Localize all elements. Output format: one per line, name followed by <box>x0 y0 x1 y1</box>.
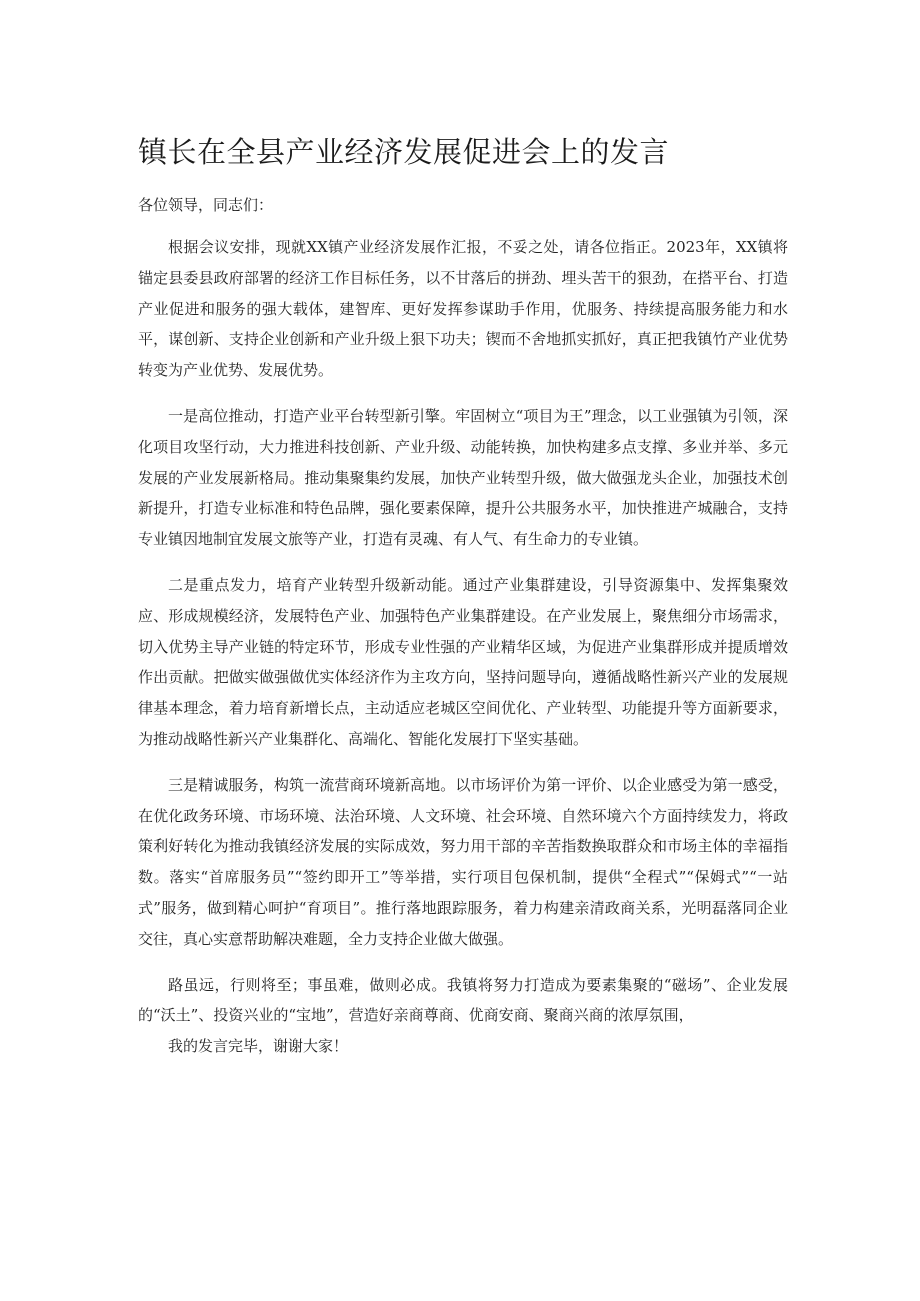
paragraph-closing: 我的发言完毕，谢谢大家！ <box>168 1037 349 1056</box>
document-title: 镇长在全县产业经济发展促进会上的发言 <box>138 135 670 169</box>
paragraph-conclusion: 路虽远，行则将至；事虽难，做则必成。我镇将努力打造成为要素集聚的“磁场”、企业发展的“沃土”、投资兴业的“宝地”，营造好亲商尊商、优商安商、聚商兴商的浓厚氛围， <box>138 975 788 1025</box>
paragraph-intro: 根据会议安排，现就XX镇产业经济发展作汇报，不妥之处，请各位指正。2023年，XX镇将锚定县委县政府部署的经济工作目标任务，以不甘落后的拼劲、埋头苦干的狠劲，在搭平台、打造产业促进和服务的强大载体，建智库、更好发挥参谋助手作用，优服务、持续提高服务能力和水平，谋创新、支持企业创新和产业升级上狠下功夫；锲而不舍地抓实抓好，真正把我镇竹产业优势转变为产业优势、发展优势。 <box>138 238 788 380</box>
salutation: 各位领导，同志们： <box>138 196 274 214</box>
paragraph-point-one: 一是高位推动，打造产业平台转型新引擎。牢固树立“项目为王”理念，以工业强镇为引领，深化项目攻坚行动，大力推进科技创新、产业升级、动能转换，加快构建多点支撑、多业并举、多元发展的产业发展新格局。推动集聚集约发展，加快产业转型升级，做大做强龙头企业，加强技术创新提升，打造专业标准和特色品牌，强化要素保障，提升公共服务水平，加快推进产城融合，支持专业镇因地制宜发展文旅等产业，打造有灵魂、有人气、有生命力的专业镇。 <box>138 406 788 549</box>
paragraph-point-two: 二是重点发力，培育产业转型升级新动能。通过产业集群建设，引导资源集中、发挥集聚效应、形成规模经济，发展特色产业、加强特色产业集群建设。在产业发展上，聚焦细分市场需求，切入优势主导产业链的特定环节，形成专业性强的产业精华区域，为促进产业集群形成并提质增效作出贡献。把做实做强做优实体经济作为主攻方向，坚持问题导向，遵循战略性新兴产业的发展规律基本理念，着力培育新增长点，主动适应老城区空间优化、产业转型、功能提升等方面新要求，为推动战略性新兴产业集群化、高端化、智能化发展打下坚实基础。 <box>138 575 788 748</box>
paragraph-point-three: 三是精诚服务，构筑一流营商环境新高地。以市场评价为第一评价、以企业感受为第一感受，在优化政务环境、市场环境、法治环境、人文环境、社会环境、自然环境六个方面持续发力，将政策利好转化为推动我镇经济发展的实际成效，努力用干部的辛苦指数换取群众和市场主体的幸福指数。落实“首席服务员”“签约即开工”等举措，实行项目包保机制，提供“全程式”“保姆式”“一站式”服务，做到精心呵护“育项目”。推行落地跟踪服务，着力构建亲清政商关系，光明磊落同企业交往，真心实意帮助解决难题，全力支持企业做大做强。 <box>138 775 788 948</box>
document-body <box>138 232 788 1077</box>
